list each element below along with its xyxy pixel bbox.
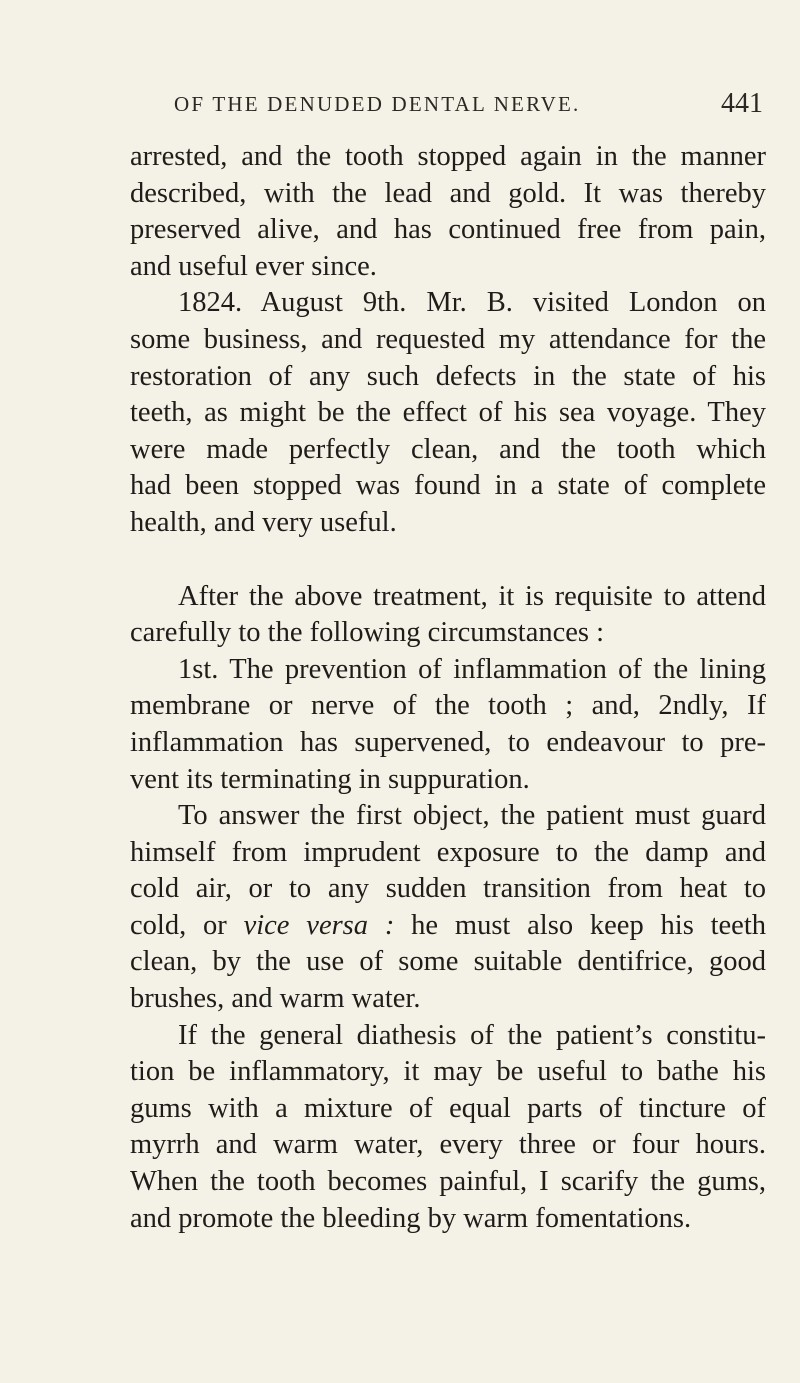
text-line: himself from imprudent exposure to the damp and (130, 836, 766, 868)
text-line: teeth, as might be the effect of his sea voyage. They (130, 397, 766, 429)
text-line: health, and very useful. (130, 506, 397, 538)
text-line: tion be inflammatory, it may be useful to bathe his (130, 1056, 766, 1088)
text-line: To answer the first object, the patient must guard (178, 800, 766, 832)
body-text (130, 139, 766, 1237)
page-header (130, 88, 763, 124)
text-line: preserved alive, and has continued free from pain, (130, 214, 766, 246)
text-line: clean, by the use of some suitable dentifrice, good (130, 946, 766, 978)
text-line: and promote the bleeding by warm fomentations. (130, 1202, 692, 1234)
text-line: gums with a mixture of equal parts of tincture of (130, 1092, 766, 1124)
text-line: arrested, and the tooth stopped again in the manner (130, 141, 766, 172)
running-head: OF THE DENUDED DENTAL NERVE. (174, 92, 581, 116)
text-line: had been stopped was found in a state of complete (130, 470, 766, 502)
text-line-with-italic (130, 908, 766, 945)
text-line: When the tooth becomes painful, I scarify the gums, (130, 1166, 766, 1198)
text-line: myrrh and warm water, every three or four hours. (130, 1129, 766, 1161)
text-line: membrane or nerve of the tooth ; and, 2ndly, If (130, 690, 766, 722)
text-line: were made perfectly clean, and the tooth which (130, 433, 766, 465)
text-line: described, with the lead and gold. It was thereby (130, 177, 766, 209)
text-segment: cold, or (130, 909, 227, 941)
text-line: inflammation has supervened, to endeavour to pre- (130, 726, 766, 758)
text-line: vent its terminating in suppuration. (130, 763, 530, 795)
text-line: After the above treatment, it is requisite to attend (178, 580, 766, 612)
paragraph-gap (130, 542, 766, 579)
text-line: 1st. The prevention of inflammation of the lining (178, 653, 766, 685)
text-line: and useful ever since. (130, 250, 377, 282)
text-line: brushes, and warm water. (130, 983, 421, 1015)
text-line: If the general diathesis of the patient’s constitu- (178, 1019, 766, 1051)
text-line: carefully to the following circumstances : (130, 617, 605, 649)
text-segment: he must also keep his teeth (411, 909, 766, 941)
italic-phrase: vice versa : (243, 909, 395, 941)
page-number: 441 (721, 88, 763, 119)
text-line: 1824. August 9th. Mr. B. visited London on (178, 287, 766, 319)
text-line: some business, and requested my attendance for the (130, 323, 766, 355)
text-line: restoration of any such defects in the state of his (130, 360, 766, 392)
text-line: cold air, or to any sudden transition from heat to (130, 873, 766, 905)
